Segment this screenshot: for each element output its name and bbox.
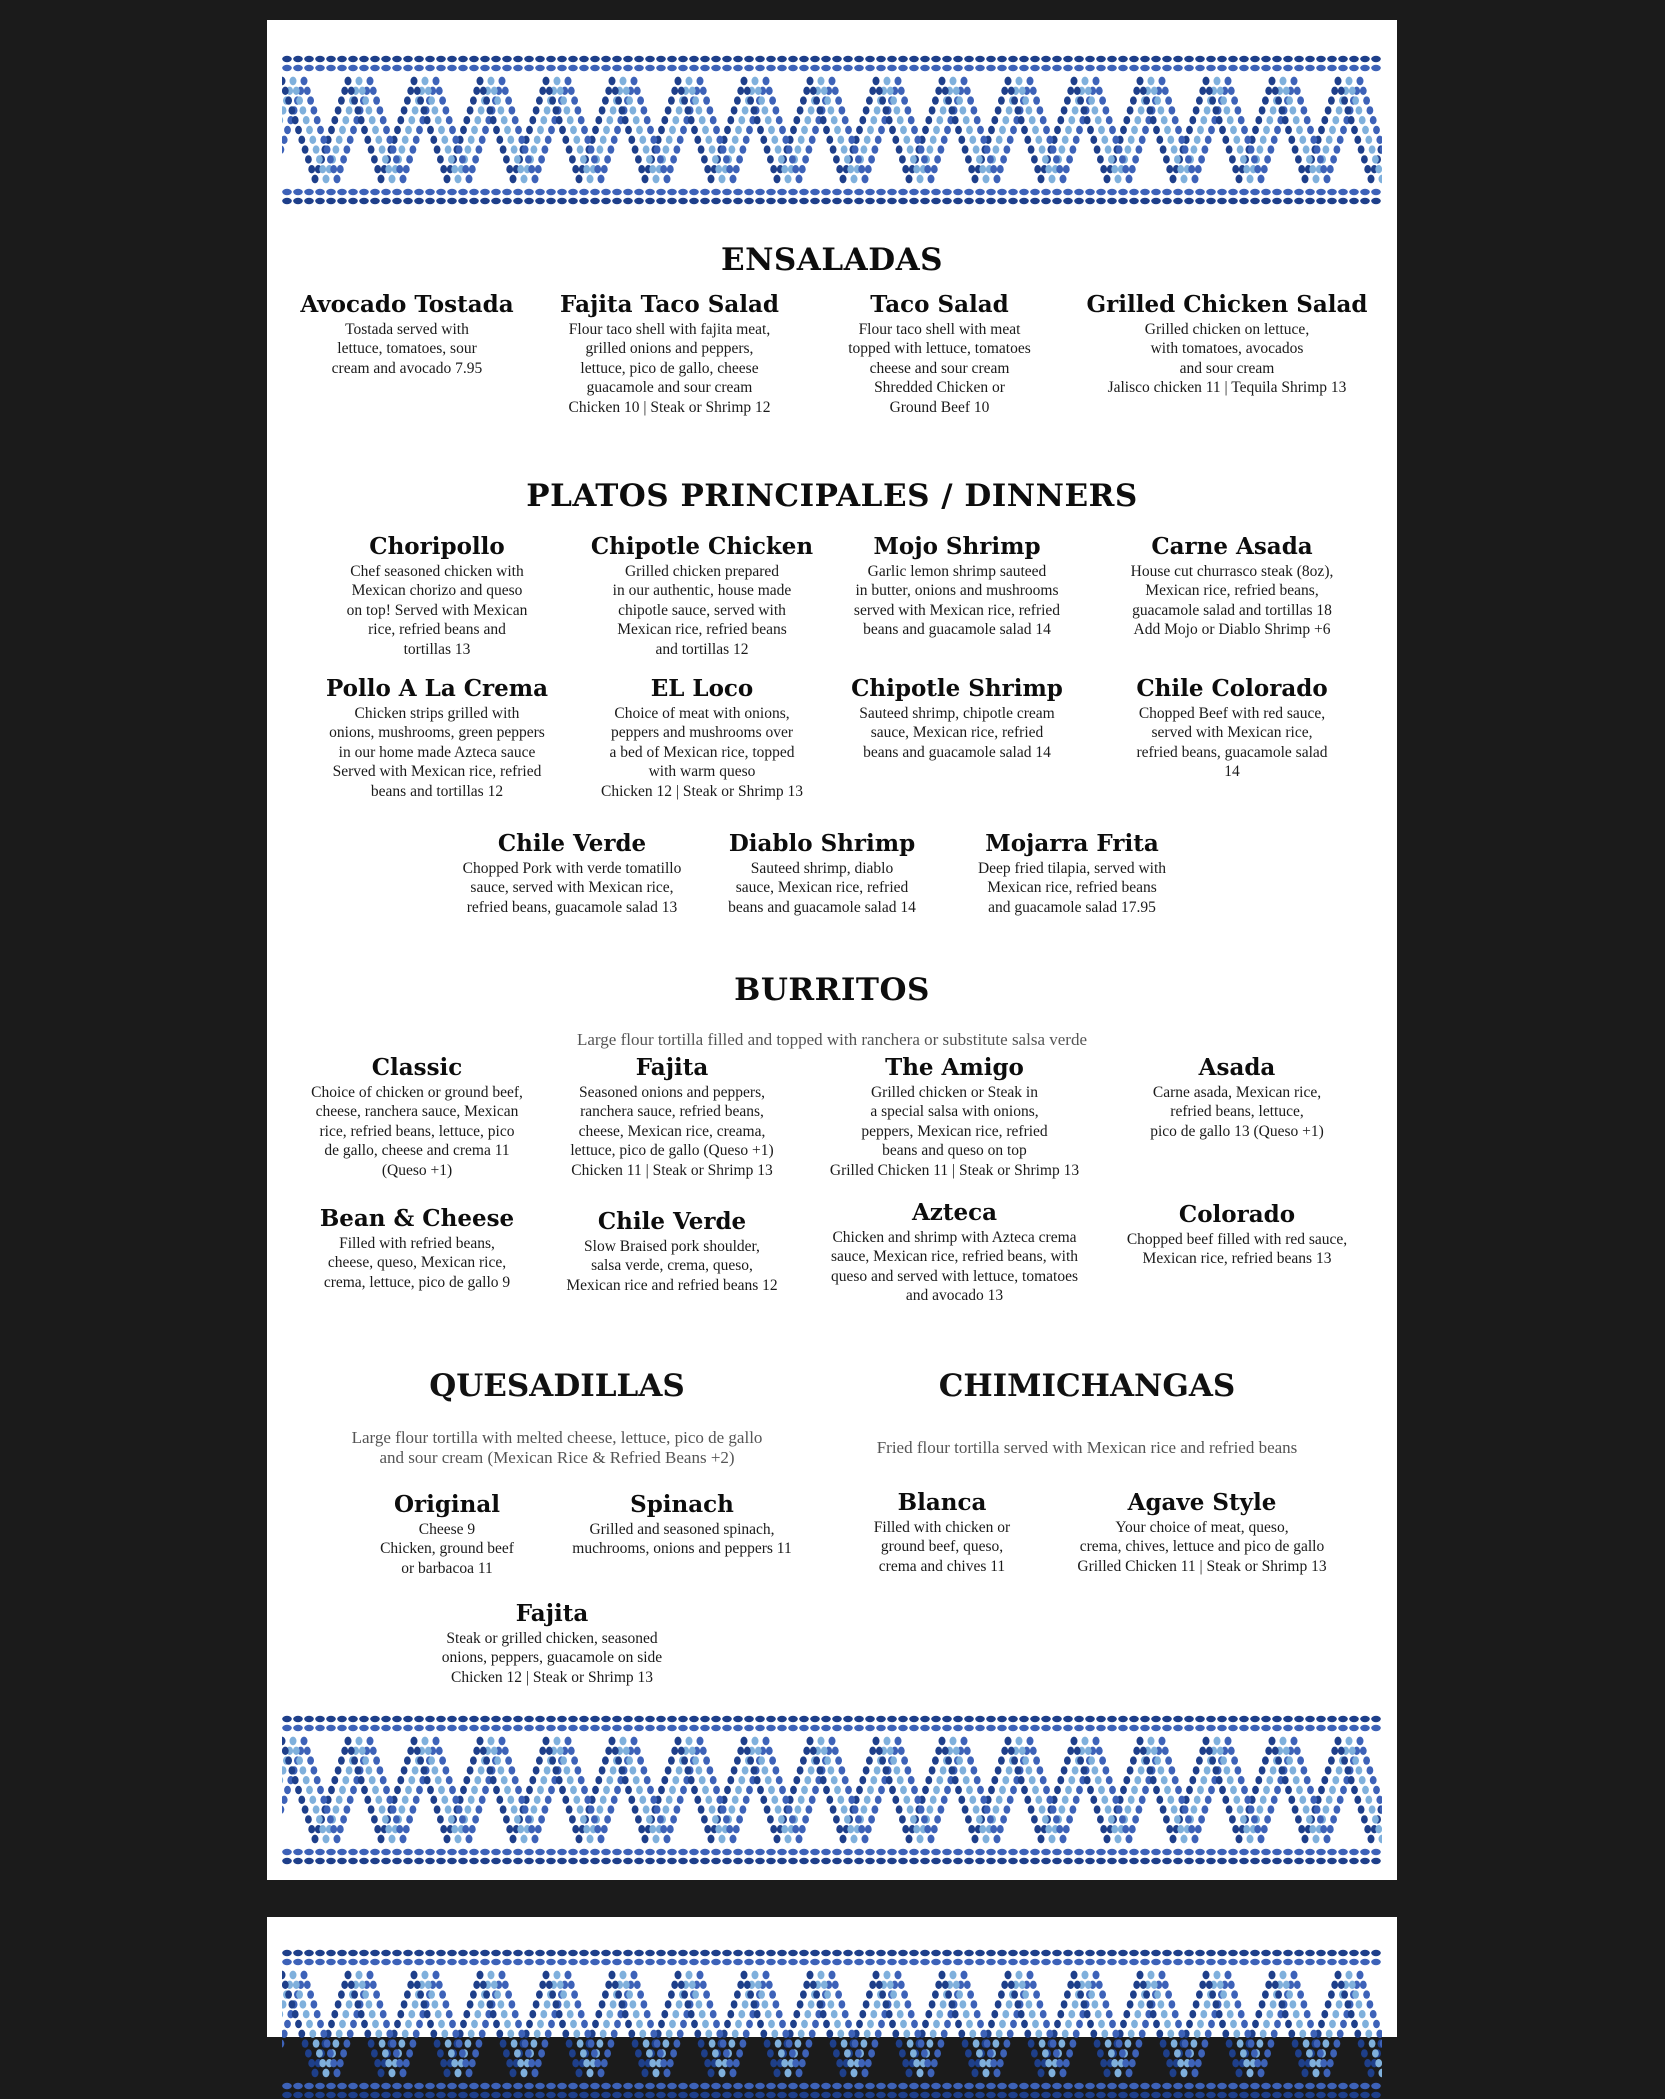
description-line: Grilled Chicken 11 | Steak or Shrimp 13: [1052, 1557, 1352, 1576]
bottom-pattern-border: [282, 1715, 1382, 1865]
description-line: with tomatoes, avocados: [1072, 339, 1382, 358]
quesadillas-title: QUESADILLAS: [307, 1368, 807, 1404]
item-description: [807, 1228, 1102, 1306]
item-description: [547, 1083, 797, 1180]
item-name: EL Loco: [572, 674, 832, 704]
description-line: lettuce, pico de gallo, cheese: [537, 359, 802, 378]
description-line: beans and queso on top: [807, 1141, 1102, 1160]
item-description: [1097, 704, 1367, 782]
description-line: cheese, ranchera sauce, Mexican: [292, 1102, 542, 1121]
description-line: rice, refried beans, lettuce, pico: [292, 1122, 542, 1141]
item-name: Grilled Chicken Salad: [1072, 290, 1382, 320]
item-name: Chipotle Shrimp: [832, 674, 1082, 704]
description-line: Chicken 11 | Steak or Shrimp 13: [547, 1161, 797, 1180]
item-name: Fajita: [422, 1599, 682, 1629]
description-line: sauce, served with Mexican rice,: [447, 878, 697, 897]
description-line: Flour taco shell with meat: [812, 320, 1067, 339]
description-line: muchrooms, onions and peppers 11: [552, 1539, 812, 1558]
description-line: refried beans, guacamole salad 13: [447, 898, 697, 917]
top-pattern-border: [282, 55, 1382, 205]
item-name: Colorado: [1102, 1200, 1372, 1230]
item-description: [422, 1629, 682, 1687]
description-line: a special salsa with onions,: [807, 1102, 1102, 1121]
item-name: Fajita: [547, 1053, 797, 1083]
item-name: Mojarra Frita: [952, 829, 1192, 859]
description-line: and sour cream (Mexican Rice & Refried Beans +2): [307, 1448, 807, 1468]
description-line: Slow Braised pork shoulder,: [547, 1237, 797, 1256]
chimichangas-title: CHIMICHANGAS: [827, 1368, 1347, 1404]
description-line: Filled with chicken or: [842, 1518, 1042, 1537]
item-description: [1052, 1518, 1352, 1576]
item-description: [292, 1083, 542, 1180]
description-line: Sauteed shrimp, diablo: [707, 859, 937, 878]
item-description: [447, 859, 697, 917]
menu-item: [842, 1488, 1042, 1576]
menu-item: [832, 674, 1082, 762]
description-line: with warm queso: [572, 762, 832, 781]
item-name: Diablo Shrimp: [707, 829, 937, 859]
menu-item: [1072, 290, 1382, 398]
description-line: Mexican rice, refried beans: [952, 878, 1192, 897]
quesadillas-subtitle: [307, 1428, 807, 1468]
description-line: House cut churrasco steak (8oz),: [1097, 562, 1367, 581]
description-line: Tostada served with: [282, 320, 532, 339]
description-line: tortillas 13: [307, 640, 567, 659]
description-line: beans and tortillas 12: [307, 782, 567, 801]
menu-item: [572, 674, 832, 801]
item-description: [552, 1520, 812, 1559]
burritos-title: BURRITOS: [267, 972, 1397, 1008]
item-name: Pollo A La Crema: [307, 674, 567, 704]
description-line: crema and chives 11: [842, 1557, 1042, 1576]
next-menu-page: [267, 1917, 1397, 2037]
item-name: Asada: [1107, 1053, 1367, 1083]
description-line: Steak or grilled chicken, seasoned: [422, 1629, 682, 1648]
item-description: [547, 1237, 797, 1295]
chimichangas-subtitle: Fried flour tortilla served with Mexican rice and refried beans: [827, 1438, 1347, 1458]
menu-item: [292, 1053, 542, 1180]
description-line: Large flour tortilla with melted cheese, lettuce, pico de gallo: [307, 1428, 807, 1448]
menu-item: [547, 1053, 797, 1180]
item-name: Choripollo: [307, 532, 567, 562]
ensaladas-title: ENSALADAS: [267, 242, 1397, 278]
description-line: (Queso +1): [292, 1161, 542, 1180]
description-line: Chef seasoned chicken with: [307, 562, 567, 581]
description-line: refried beans, lettuce,: [1107, 1102, 1367, 1121]
item-description: [292, 1234, 542, 1292]
description-line: Choice of chicken or ground beef,: [292, 1083, 542, 1102]
item-name: Bean & Cheese: [292, 1204, 542, 1234]
menu-item: [1097, 532, 1367, 640]
item-description: [807, 1083, 1102, 1180]
description-line: cream and avocado 7.95: [282, 359, 532, 378]
menu-item: [812, 290, 1067, 417]
item-description: [307, 562, 567, 659]
description-line: cheese and sour cream: [812, 359, 1067, 378]
description-line: cheese, queso, Mexican rice,: [292, 1253, 542, 1272]
description-line: Grilled chicken or Steak in: [807, 1083, 1102, 1102]
menu-item: [1102, 1200, 1372, 1269]
item-name: The Amigo: [807, 1053, 1102, 1083]
description-line: and tortillas 12: [572, 640, 832, 659]
item-name: Blanca: [842, 1488, 1042, 1518]
description-line: crema, lettuce, pico de gallo 9: [292, 1273, 542, 1292]
item-description: [1107, 1083, 1367, 1141]
description-line: Shredded Chicken or: [812, 378, 1067, 397]
description-line: ranchera sauce, refried beans,: [547, 1102, 797, 1121]
description-line: Grilled and seasoned spinach,: [552, 1520, 812, 1539]
description-line: onions, peppers, guacamole on side: [422, 1648, 682, 1667]
description-line: Jalisco chicken 11 | Tequila Shrimp 13: [1072, 378, 1382, 397]
item-description: [572, 562, 832, 659]
description-line: beans and guacamole salad 14: [707, 898, 937, 917]
item-description: [832, 562, 1082, 640]
menu-item: [807, 1053, 1102, 1180]
description-line: served with Mexican rice,: [1097, 723, 1367, 742]
description-line: chipotle sauce, served with: [572, 601, 832, 620]
item-description: [832, 704, 1082, 762]
item-name: Spinach: [552, 1490, 812, 1520]
menu-item: [447, 829, 697, 917]
description-line: lettuce, pico de gallo (Queso +1): [547, 1141, 797, 1160]
description-line: guacamole and sour cream: [537, 378, 802, 397]
description-line: Chicken and shrimp with Azteca crema: [807, 1228, 1102, 1247]
menu-item: [832, 532, 1082, 640]
menu-item: [282, 290, 532, 378]
description-line: a bed of Mexican rice, topped: [572, 743, 832, 762]
item-name: Chipotle Chicken: [572, 532, 832, 562]
description-line: beans and guacamole salad 14: [832, 743, 1082, 762]
description-line: de gallo, cheese and crema 11: [292, 1141, 542, 1160]
description-line: sauce, Mexican rice, refried: [832, 723, 1082, 742]
menu-item: [292, 1204, 542, 1292]
description-line: 14: [1097, 762, 1367, 781]
item-description: [572, 704, 832, 801]
description-line: Served with Mexican rice, refried: [307, 762, 567, 781]
item-name: Agave Style: [1052, 1488, 1352, 1518]
top-pattern-border: [282, 1949, 1382, 2099]
description-line: lettuce, tomatoes, sour: [282, 339, 532, 358]
item-name: Classic: [292, 1053, 542, 1083]
description-line: Your choice of meat, queso,: [1052, 1518, 1352, 1537]
description-line: Add Mojo or Diablo Shrimp +6: [1097, 620, 1367, 639]
description-line: Ground Beef 10: [812, 398, 1067, 417]
menu-item: [307, 674, 567, 801]
description-line: and sour cream: [1072, 359, 1382, 378]
item-description: [307, 704, 567, 801]
menu-item: [422, 1599, 682, 1687]
item-name: Chile Verde: [547, 1207, 797, 1237]
menu-item: [952, 829, 1192, 917]
menu-item: [347, 1490, 547, 1578]
description-line: Seasoned onions and peppers,: [547, 1083, 797, 1102]
item-description: [1072, 320, 1382, 398]
description-line: Chicken 10 | Steak or Shrimp 12: [537, 398, 802, 417]
description-line: refried beans, guacamole salad: [1097, 743, 1367, 762]
burritos-subtitle: Large flour tortilla filled and topped with ranchera or substitute salsa verde: [267, 1030, 1397, 1050]
description-line: Sauteed shrimp, chipotle cream: [832, 704, 1082, 723]
item-description: [812, 320, 1067, 417]
description-line: and avocado 13: [807, 1286, 1102, 1305]
item-description: [842, 1518, 1042, 1576]
menu-item: [1052, 1488, 1352, 1576]
description-line: Chicken strips grilled with: [307, 704, 567, 723]
description-line: Grilled chicken prepared: [572, 562, 832, 581]
description-line: Mexican rice, refried beans,: [1097, 581, 1367, 600]
description-line: Mexican rice, refried beans 13: [1102, 1249, 1372, 1268]
description-line: Chicken 12 | Steak or Shrimp 13: [572, 782, 832, 801]
description-line: guacamole salad and tortillas 18: [1097, 601, 1367, 620]
description-line: or barbacoa 11: [347, 1559, 547, 1578]
item-name: Carne Asada: [1097, 532, 1367, 562]
menu-item: [552, 1490, 812, 1559]
menu-item: [707, 829, 937, 917]
item-name: Taco Salad: [812, 290, 1067, 320]
description-line: Grilled chicken on lettuce,: [1072, 320, 1382, 339]
description-line: Carne asada, Mexican rice,: [1107, 1083, 1367, 1102]
platos-title: PLATOS PRINCIPALES / DINNERS: [267, 478, 1397, 514]
description-line: Mexican rice, refried beans: [572, 620, 832, 639]
description-line: Mexican chorizo and queso: [307, 581, 567, 600]
description-line: Deep fried tilapia, served with: [952, 859, 1192, 878]
description-line: Chopped Pork with verde tomatillo: [447, 859, 697, 878]
description-line: Garlic lemon shrimp sauteed: [832, 562, 1082, 581]
description-line: Chicken 12 | Steak or Shrimp 13: [422, 1668, 682, 1687]
description-line: peppers and mushrooms over: [572, 723, 832, 742]
description-line: Chopped beef filled with red sauce,: [1102, 1230, 1372, 1249]
menu-item: [547, 1207, 797, 1295]
item-name: Original: [347, 1490, 547, 1520]
description-line: and guacamole salad 17.95: [952, 898, 1192, 917]
description-line: crema, chives, lettuce and pico de gallo: [1052, 1537, 1352, 1556]
item-description: [347, 1520, 547, 1578]
description-line: Chicken, ground beef: [347, 1539, 547, 1558]
item-description: [1102, 1230, 1372, 1269]
description-line: Cheese 9: [347, 1520, 547, 1539]
description-line: on top! Served with Mexican: [307, 601, 567, 620]
item-description: [282, 320, 532, 378]
description-line: served with Mexican rice, refried: [832, 601, 1082, 620]
description-line: sauce, Mexican rice, refried beans, with: [807, 1247, 1102, 1266]
item-name: Avocado Tostada: [282, 290, 532, 320]
item-name: Fajita Taco Salad: [537, 290, 802, 320]
description-line: Flour taco shell with fajita meat,: [537, 320, 802, 339]
description-line: rice, refried beans and: [307, 620, 567, 639]
item-name: Azteca: [807, 1198, 1102, 1228]
description-line: beans and guacamole salad 14: [832, 620, 1082, 639]
description-line: in butter, onions and mushrooms: [832, 581, 1082, 600]
description-line: queso and served with lettuce, tomatoes: [807, 1267, 1102, 1286]
item-description: [537, 320, 802, 417]
description-line: onions, mushrooms, green peppers: [307, 723, 567, 742]
description-line: Mexican rice and refried beans 12: [547, 1276, 797, 1295]
menu-item: [807, 1198, 1102, 1306]
description-line: pico de gallo 13 (Queso +1): [1107, 1122, 1367, 1141]
description-line: peppers, Mexican rice, refried: [807, 1122, 1102, 1141]
description-line: in our authentic, house made: [572, 581, 832, 600]
description-line: salsa verde, crema, queso,: [547, 1256, 797, 1275]
description-line: cheese, Mexican rice, creama,: [547, 1122, 797, 1141]
menu-item: [572, 532, 832, 659]
description-line: grilled onions and peppers,: [537, 339, 802, 358]
description-line: sauce, Mexican rice, refried: [707, 878, 937, 897]
description-line: Choice of meat with onions,: [572, 704, 832, 723]
menu-page: [267, 20, 1397, 1880]
item-name: Mojo Shrimp: [832, 532, 1082, 562]
item-description: [707, 859, 937, 917]
description-line: Grilled Chicken 11 | Steak or Shrimp 13: [807, 1161, 1102, 1180]
menu-item: [537, 290, 802, 417]
item-name: Chile Verde: [447, 829, 697, 859]
item-description: [952, 859, 1192, 917]
description-line: in our home made Azteca sauce: [307, 743, 567, 762]
description-line: topped with lettuce, tomatoes: [812, 339, 1067, 358]
description-line: Chopped Beef with red sauce,: [1097, 704, 1367, 723]
menu-item: [307, 532, 567, 659]
menu-item: [1097, 674, 1367, 782]
description-line: ground beef, queso,: [842, 1537, 1042, 1556]
item-description: [1097, 562, 1367, 640]
menu-item: [1107, 1053, 1367, 1141]
description-line: Filled with refried beans,: [292, 1234, 542, 1253]
item-name: Chile Colorado: [1097, 674, 1367, 704]
